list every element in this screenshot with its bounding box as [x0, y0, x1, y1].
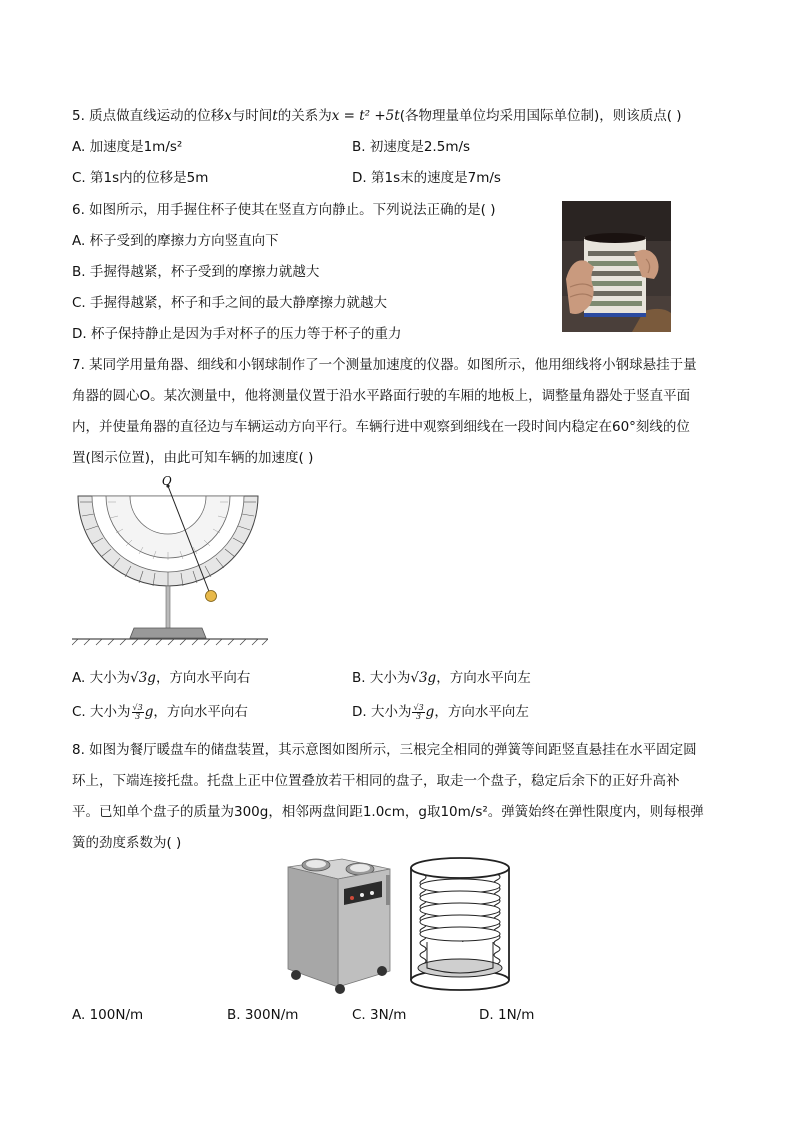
q7-option-b-suffix: ，方向水平向左: [436, 670, 531, 686]
q5-var-x: x: [224, 108, 232, 124]
q7-option-d-g: g: [425, 704, 435, 720]
q5-option-d[interactable]: D. 第1s末的速度是7m/s: [352, 170, 501, 186]
q7-option-c-prefix: C. 大小为: [72, 704, 131, 720]
q6-stem: 6. 如图所示，用手握住杯子使其在竖直方向静止。下列说法正确的是( ): [72, 202, 496, 218]
q7-option-b-value: √3g: [410, 670, 437, 686]
q8-option-d[interactable]: D. 1N/m: [479, 1007, 535, 1023]
q8-option-c[interactable]: C. 3N/m: [352, 1007, 407, 1023]
q5-stem: [72, 104, 682, 124]
q7-stem-line-2: 角器的圆心O。某次测量中，他将测量仪置于沿水平路面行驶的车厢的地板上，调整量角器处于竖直平面: [72, 388, 691, 404]
q7-option-c-numerator: √3: [132, 702, 143, 712]
q7-stem-line-3: 内，并使量角器的直径边与车辆运动方向平行。车辆行进中观察到细线在一段时间内稳定在60°刻线的位: [72, 419, 690, 435]
q7-option-c[interactable]: [72, 700, 248, 721]
q5-stem-part-d: (各物理量单位均采用国际单位制)，则该质点( ): [399, 108, 682, 124]
q6-option-b[interactable]: B. 手握得越紧，杯子受到的摩擦力就越大: [72, 264, 320, 280]
q7-stem-line-4: 置(图示位置)，由此可知车辆的加速度( ): [72, 450, 314, 466]
q7-option-b[interactable]: [352, 666, 531, 686]
q5-option-a[interactable]: A. 加速度是1m/s²: [72, 139, 183, 155]
q7-option-d-fraction: [412, 704, 424, 721]
q8-stem-line-4: 簧的劲度系数为( ): [72, 835, 182, 851]
q7-option-c-g: g: [144, 704, 154, 720]
q7-option-a-value: √3g: [130, 670, 156, 686]
q7-option-c-suffix: ，方向水平向右: [153, 704, 248, 720]
q7-option-d-suffix: ，方向水平向左: [434, 704, 529, 720]
q7-option-d-prefix: D. 大小为: [352, 704, 412, 720]
q8-option-b[interactable]: B. 300N/m: [227, 1007, 299, 1023]
q5-formula: x = t² +5t: [331, 108, 400, 124]
q7-option-c-denominator: 3: [135, 711, 141, 721]
q6-option-a[interactable]: A. 杯子受到的摩擦力方向竖直向下: [72, 233, 279, 249]
q8-stem-line-3: 平。已知单个盘子的质量为300g，相邻两盘间距1.0cm，g取10m/s²。弹簧始终在弹性限度内，则每根弹: [72, 804, 704, 820]
q7-option-a-prefix: A. 大小为: [72, 670, 131, 686]
q5-stem-part-c: 的关系为: [277, 108, 332, 124]
q7-stem-line-1: 7. 某同学用量角器、细线和小钢球制作了一个测量加速度的仪器。如图所示，他用细线将小钢球悬挂于量: [72, 357, 697, 373]
q7-option-c-fraction: [132, 704, 144, 721]
q7-option-b-prefix: B. 大小为: [352, 670, 411, 686]
q7-option-d[interactable]: [352, 700, 529, 721]
q5-stem-part-b: 与时间: [231, 108, 273, 124]
plate-warmer-cart-image: [282, 853, 394, 995]
q7-option-d-denominator: 3: [416, 711, 422, 721]
hand-holding-cup-image: [562, 201, 671, 332]
q7-option-d-numerator: √3: [413, 702, 424, 712]
spring-plate-schematic: [405, 856, 515, 992]
q8-stem-line-2: 环上，下端连接托盘。托盘上正中位置叠放若干相同的盘子，取走一个盘子，稳定后余下的正好升高补: [72, 773, 680, 789]
q5-stem-part-a: 5. 质点做直线运动的位移: [72, 108, 225, 124]
q8-option-a[interactable]: A. 100N/m: [72, 1007, 144, 1023]
q6-option-d[interactable]: D. 杯子保持静止是因为手对杯子的压力等于杯子的重力: [72, 326, 402, 342]
figure-label-o: O: [162, 474, 172, 488]
q5-option-c[interactable]: C. 第1s内的位移是5m: [72, 170, 209, 186]
q7-option-a[interactable]: [72, 666, 250, 686]
q8-stem-line-1: 8. 如图为餐厅暖盘车的储盘装置，其示意图如图所示，三根完全相同的弹簧等间距竖直悬挂在水平固定圆: [72, 742, 697, 758]
q7-option-a-suffix: ，方向水平向右: [155, 670, 251, 686]
q5-var-t: t: [272, 108, 278, 124]
q5-option-b[interactable]: B. 初速度是2.5m/s: [352, 139, 471, 155]
protractor-accelerometer-figure: [72, 478, 268, 646]
q6-option-c[interactable]: C. 手握得越紧，杯子和手之间的最大静摩擦力就越大: [72, 295, 388, 311]
